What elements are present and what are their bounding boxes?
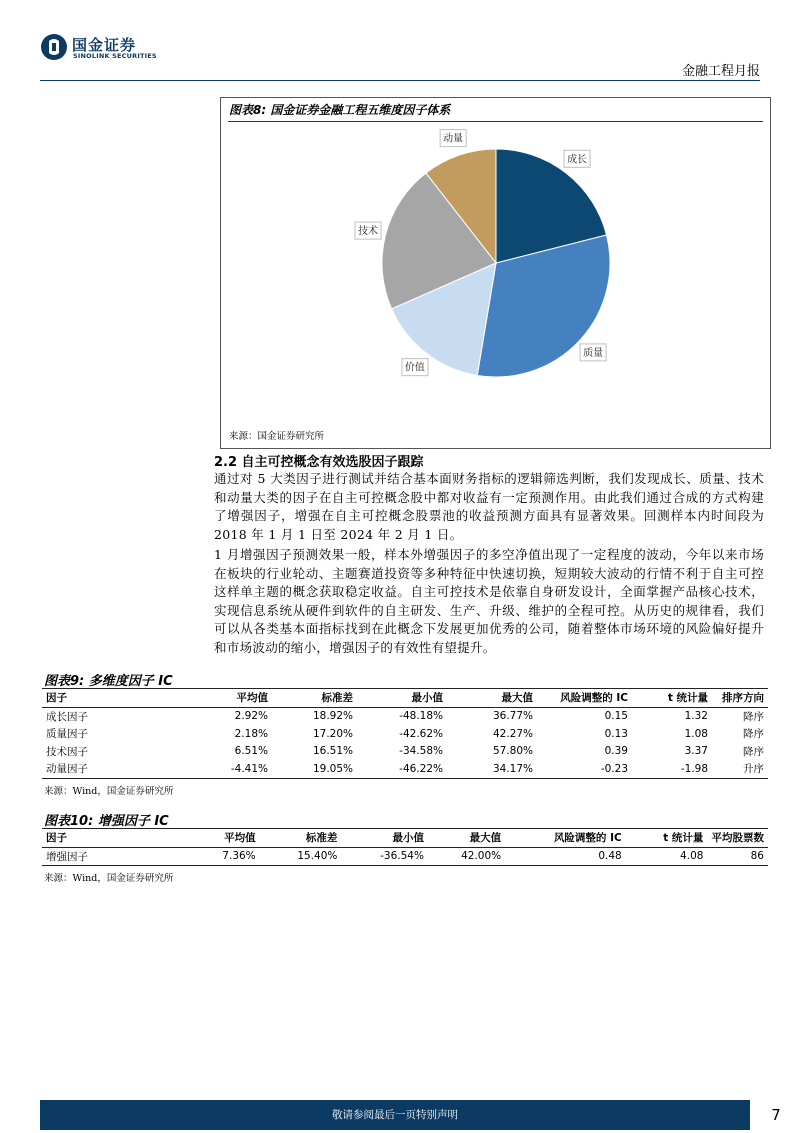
table-cell: 增强因子 bbox=[46, 850, 88, 863]
body-paragraph-2: 1 月增强因子预测效果一般，样本外增强因子的多空净值出现了一定程度的波动，今年以来市场在板块的行业轮动、主题赛道投资等多种特征中快速切换，短期较大波动的行情不利于自主可控这样单主题的概念获取稳定收益。自主可控技术是依靠自身研发设计，全面掌握产品核心技术，实现信息系统从硬件到软件的自主研发、生产、升级、维护的全程可控。从历史的规律看，我们可以从各类基本面指标找到在此概念下发展更加优秀的公司，随着整体市场环境的风险偏好提升和市场波动的缩小，增强因子的有效性有望提升。 bbox=[214, 547, 764, 655]
table-row bbox=[42, 847, 768, 866]
column-header: t 统计量 bbox=[663, 832, 704, 845]
table-cell: -4.41% bbox=[230, 762, 268, 775]
table-cell: 16.51% bbox=[312, 745, 353, 758]
page-number: 7 bbox=[771, 1106, 781, 1124]
table-cell: 7.36% bbox=[222, 850, 256, 863]
table-cell: 动量因子 bbox=[46, 763, 88, 776]
column-header: 平均值 bbox=[224, 832, 256, 845]
column-header: 风险调整的 IC bbox=[553, 832, 622, 845]
table-cell: 1.08 bbox=[684, 727, 708, 740]
table-cell: 3.37 bbox=[684, 745, 708, 758]
table-cell: 0.39 bbox=[604, 745, 628, 758]
table-row bbox=[42, 743, 768, 761]
table-row bbox=[42, 760, 768, 778]
table9 bbox=[42, 689, 768, 779]
table-cell: -46.22% bbox=[399, 762, 443, 775]
table-cell: 17.20% bbox=[312, 727, 353, 740]
table-cell: 86 bbox=[750, 850, 764, 863]
table-cell: 34.17% bbox=[492, 762, 533, 775]
table-row bbox=[42, 725, 768, 743]
table10-source: 来源：Wind，国金证券研究所 bbox=[44, 873, 174, 884]
column-header: 平均股票数 bbox=[711, 832, 764, 845]
table-header-row bbox=[42, 689, 768, 707]
column-header: 因子 bbox=[46, 692, 67, 705]
column-header: 标准差 bbox=[305, 832, 338, 845]
table-cell: 19.05% bbox=[312, 762, 353, 775]
column-header: t 统计量 bbox=[667, 692, 708, 705]
body-paragraph-1: 通过对 5 大类因子进行测试并结合基本面财务指标的逻辑筛选判断，我们发现成长、质量、技术和动量大类的因子在自主可控概念股中都对收益有一定预测作用。由此我们通过合成的方式构建了增强因子，增强在自主可控概念股票池的收益预测方面具有显著效果。回测样本内时间段为 2018 年 1 月 1 日至 2024 年 2 月 1 日。 bbox=[214, 471, 764, 542]
table-cell: -48.18% bbox=[399, 710, 443, 723]
table-cell: -34.58% bbox=[399, 745, 443, 758]
report-type: 金融工程月报 bbox=[681, 64, 760, 79]
pie-label: 价值 bbox=[404, 362, 425, 374]
table10 bbox=[42, 829, 768, 866]
table-cell: 质量因子 bbox=[46, 728, 88, 741]
table-header-row bbox=[42, 829, 768, 847]
column-header: 最小值 bbox=[411, 692, 443, 705]
factor-pie-chart bbox=[221, 122, 769, 422]
table-cell: -36.54% bbox=[380, 850, 424, 863]
table-cell: 降序 bbox=[743, 745, 764, 758]
company-name-cn: 国金证券 bbox=[72, 36, 137, 54]
pie-label: 动量 bbox=[443, 133, 464, 145]
table-cell: 2.92% bbox=[234, 710, 268, 723]
table10-title: 图表10: 增强因子 IC bbox=[44, 814, 169, 829]
table-cell: 2.18% bbox=[234, 727, 268, 740]
header-divider bbox=[40, 80, 760, 81]
column-header: 因子 bbox=[46, 832, 67, 845]
table-cell: 降序 bbox=[743, 728, 764, 741]
figure8-source: 来源：国金证券研究所 bbox=[229, 431, 325, 442]
pie-label: 质量 bbox=[583, 347, 604, 359]
table-cell: 降序 bbox=[743, 710, 764, 723]
company-logo-icon bbox=[40, 33, 68, 61]
pie-label: 成长 bbox=[567, 154, 588, 166]
column-header: 排序方向 bbox=[722, 692, 764, 705]
column-header: 最大值 bbox=[469, 832, 502, 845]
table-cell: 技术因子 bbox=[46, 745, 88, 758]
footer-disclaimer: 敬请参阅最后一页特别声明 bbox=[332, 1109, 458, 1121]
figure8-title: 图表8: 国金证券金融工程五维度因子体系 bbox=[229, 103, 451, 117]
column-header: 最小值 bbox=[392, 832, 424, 845]
table-cell: 0.15 bbox=[604, 710, 628, 723]
table-cell: 36.77% bbox=[492, 710, 533, 723]
column-header: 最大值 bbox=[501, 692, 533, 705]
table-cell: 42.27% bbox=[492, 727, 533, 740]
table-cell: 42.00% bbox=[461, 850, 502, 863]
table9-source: 来源：Wind，国金证券研究所 bbox=[44, 786, 174, 797]
table9-title: 图表9: 多维度因子 IC bbox=[44, 674, 173, 689]
table-cell: 15.40% bbox=[297, 850, 338, 863]
column-header: 标准差 bbox=[321, 692, 353, 705]
table-cell: 升序 bbox=[743, 763, 764, 776]
table-cell: 57.80% bbox=[492, 745, 533, 758]
table-cell: 4.08 bbox=[680, 850, 704, 863]
table-cell: -1.98 bbox=[680, 762, 708, 775]
column-header: 风险调整的 IC bbox=[560, 692, 628, 705]
section-title: 2.2 自主可控概念有效选股因子跟踪 bbox=[214, 455, 424, 470]
pie-label: 技术 bbox=[358, 226, 379, 238]
table-cell: 1.32 bbox=[684, 710, 708, 723]
table-cell: 0.13 bbox=[604, 727, 628, 740]
table-cell: 6.51% bbox=[234, 745, 268, 758]
table-row bbox=[42, 707, 768, 725]
table-cell: -0.23 bbox=[600, 762, 628, 775]
company-name-en: SINOLINK SECURITIES bbox=[73, 52, 157, 60]
column-header: 平均值 bbox=[236, 692, 268, 705]
table-cell: 18.92% bbox=[312, 710, 353, 723]
table-cell: 0.48 bbox=[598, 850, 622, 863]
table-cell: 成长因子 bbox=[46, 710, 88, 723]
table-cell: -42.62% bbox=[399, 727, 443, 740]
